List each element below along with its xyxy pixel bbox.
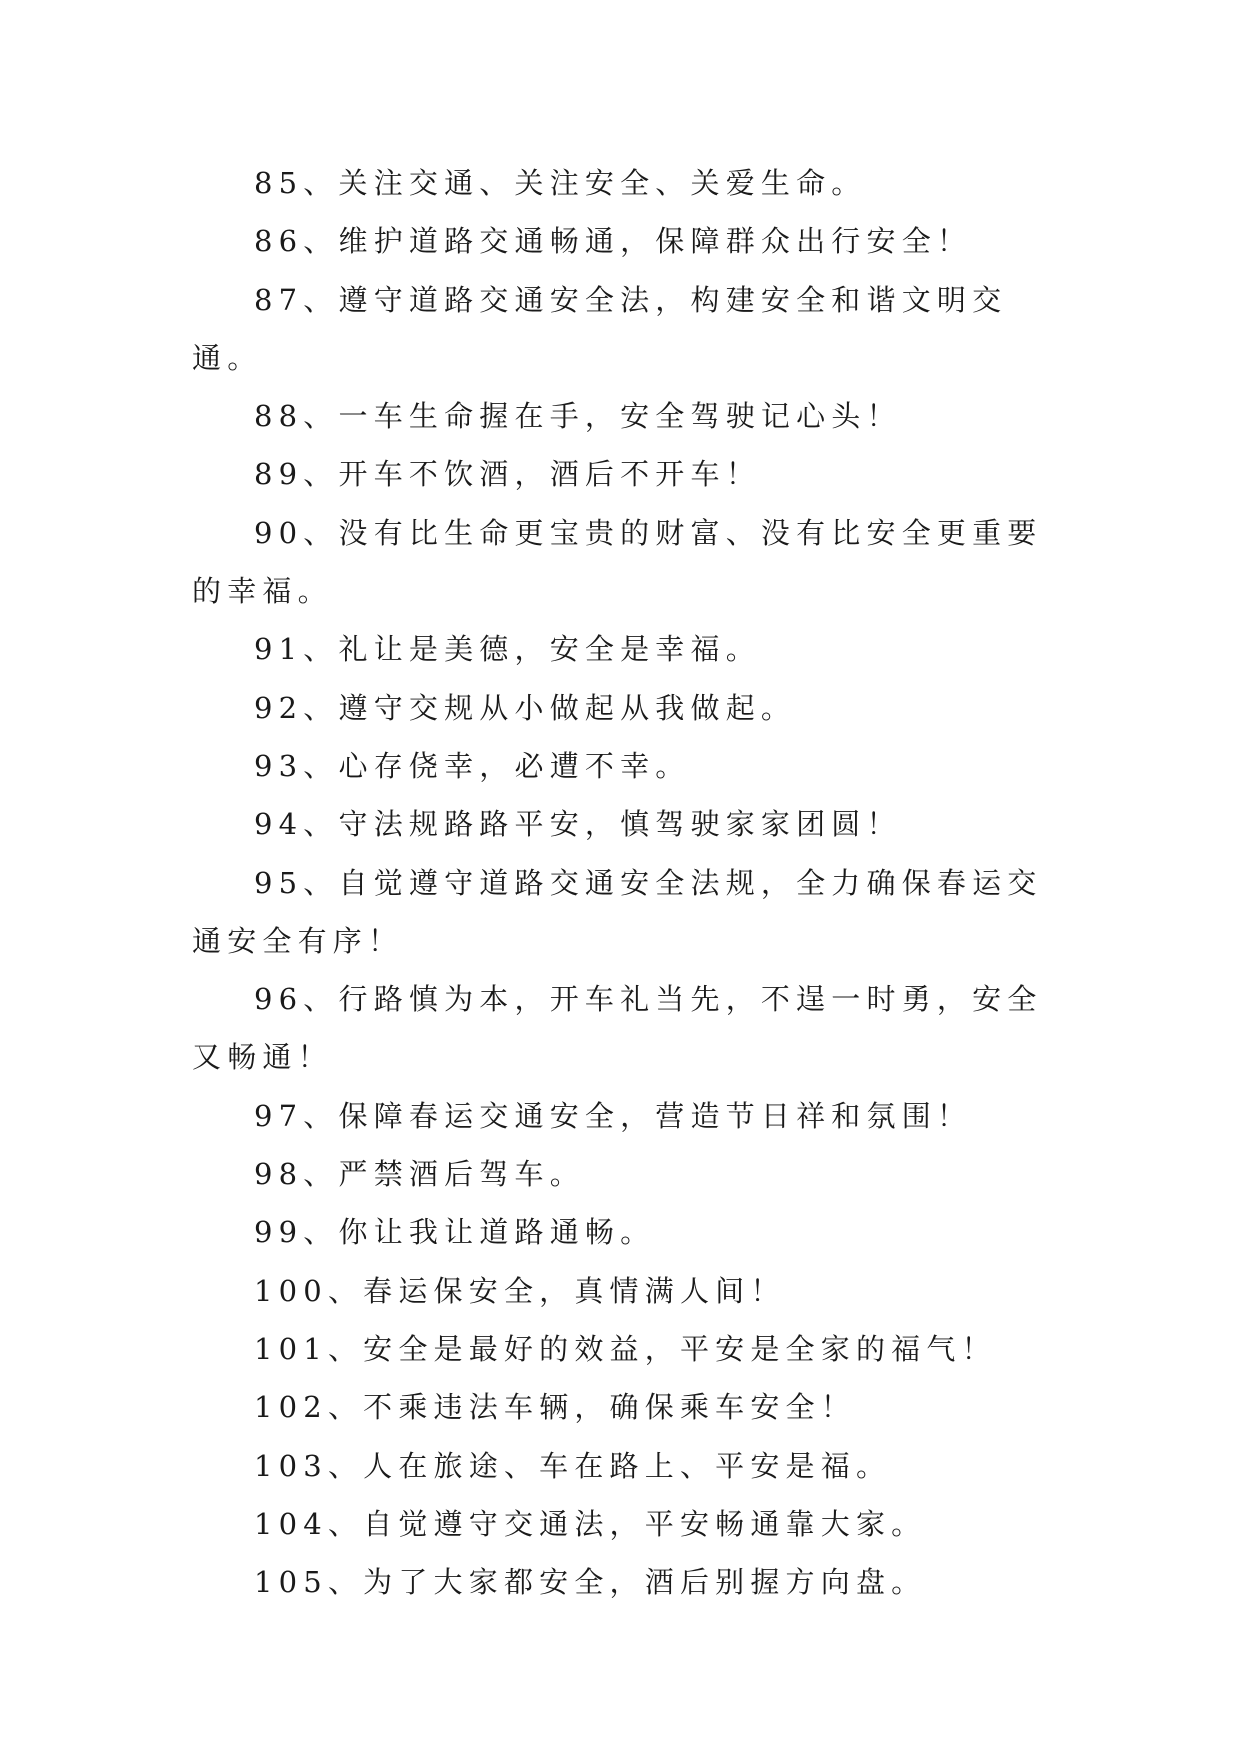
paragraph: 86、维护道路交通畅通，保障群众出行安全！ xyxy=(254,224,973,259)
paragraph: 90、没有比生命更宝贵的财富、没有比安全更重要的幸福。 xyxy=(192,515,1043,609)
paragraph: 85、关注交通、关注安全、关爱生命。 xyxy=(254,166,867,200)
paragraph: 100、春运保安全，真情满人间！ xyxy=(254,1273,786,1308)
paragraph: 98、严禁酒后驾车。 xyxy=(254,1157,585,1192)
paragraph: 88、一车生命握在手，安全驾驶记心头！ xyxy=(254,399,902,434)
paragraph: 103、人在旅途、车在路上、平安是福。 xyxy=(254,1448,892,1483)
paragraph: 91、礼让是美德，安全是幸福。 xyxy=(254,632,761,667)
paragraph: 105、为了大家都安全，酒后别握方向盘。 xyxy=(254,1565,927,1600)
paragraph: 97、保障春运交通安全，营造节日祥和氛围！ xyxy=(254,1098,973,1133)
paragraph: 104、自觉遵守交通法，平安畅通靠大家。 xyxy=(254,1506,927,1541)
paragraph: 101、安全是最好的效益，平安是全家的福气！ xyxy=(254,1331,997,1366)
paragraph: 92、遵守交规从小做起从我做起。 xyxy=(254,690,797,725)
paragraph: 95、自觉遵守道路交通安全法规，全力确保春运交通安全有序！ xyxy=(192,865,1043,958)
paragraph: 93、心存侥幸，必遭不幸。 xyxy=(254,748,691,783)
paragraph: 87、遵守道路交通安全法，构建安全和谐文明交通。 xyxy=(192,282,1008,375)
document-body xyxy=(192,154,1052,1611)
paragraph: 94、守法规路路平安，慎驾驶家家团圆！ xyxy=(254,807,902,842)
paragraph: 96、行路慎为本，开车礼当先，不逞一时勇，安全又畅通！ xyxy=(192,982,1043,1075)
paragraph: 99、你让我让道路通畅。 xyxy=(254,1215,656,1250)
paragraph: 102、不乘违法车辆，确保乘车安全！ xyxy=(254,1390,856,1425)
paragraph: 89、开车不饮酒，酒后不开车！ xyxy=(254,457,761,492)
